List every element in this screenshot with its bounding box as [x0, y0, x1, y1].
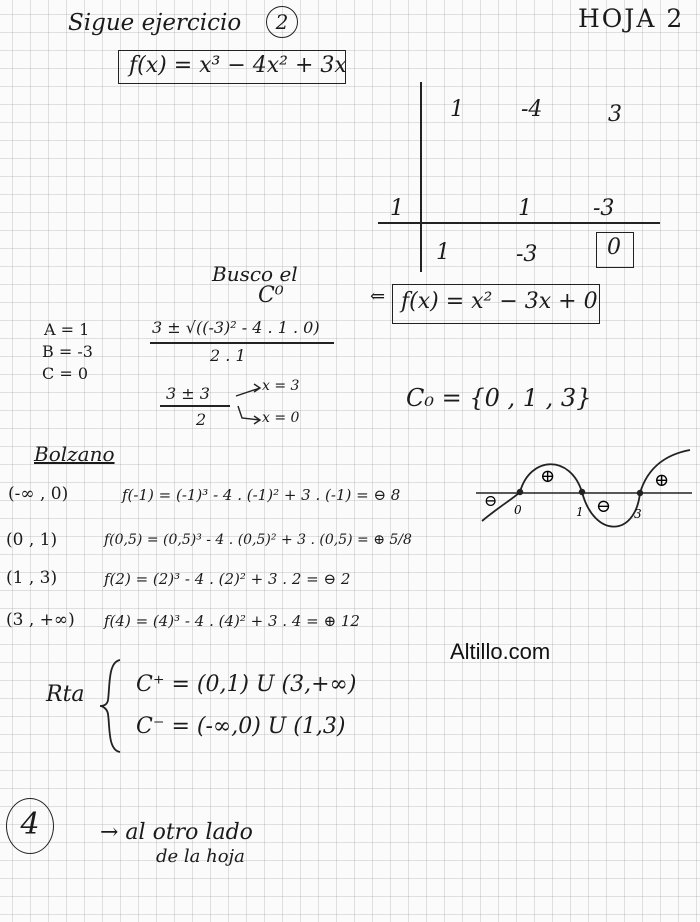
root-2: x = 0 [262, 410, 300, 426]
quadratic-function: f(x) = x² − 3x + 0 [401, 289, 598, 314]
sign-plus-right: ⊕ [654, 470, 670, 491]
header-title: Sigue ejercicio [68, 10, 242, 36]
quadratic-function-box [392, 284, 600, 324]
footer-number: 4 [20, 807, 40, 842]
watermark: Altillo.com [450, 639, 551, 664]
coef-c: C = 0 [42, 364, 88, 383]
coef-1: 1 [450, 97, 464, 122]
sheet-label: HOJA 2 [578, 4, 685, 33]
coef-a: A = 1 [44, 320, 90, 339]
quadratic-heading-2: C⁰ [258, 283, 284, 308]
zero-point [517, 489, 523, 495]
bolzano-title: Bolzano [34, 442, 115, 466]
formula-denominator: 2 . 1 [210, 346, 246, 365]
result-2: -3 [516, 242, 538, 267]
sketch-label: 0 [514, 503, 522, 517]
bolzano-interval: (0 , 1) [6, 530, 58, 550]
ruffini-table [378, 82, 668, 272]
answer-brace [96, 656, 126, 756]
sign-minus-left: ⊖ [484, 491, 498, 510]
bolzano-eval: f(0,5) = (0,5)³ - 4 . (0,5)² + 3 . (0,5) = ⊕ 5/8 [104, 532, 412, 548]
bolzano-interval: (1 , 3) [6, 568, 58, 588]
sketch-label: 1 [576, 505, 584, 519]
sign-plus-first: ⊕ [540, 466, 556, 487]
coef-2: -4 [521, 97, 543, 122]
step-bar [160, 405, 230, 407]
bolzano-eval: f(2) = (2)³ - 4 . (2)² + 3 . 2 = ⊖ 2 [104, 570, 351, 588]
quadratic-heading-1: Busco el [212, 262, 298, 286]
sign-sketch [470, 446, 700, 536]
ruffini-root: 1 [390, 196, 404, 221]
footer-number-circle [6, 798, 54, 854]
c-minus: C⁻ = (-∞,0) U (1,3) [136, 714, 346, 739]
zero-point [637, 490, 643, 496]
split-arrows [232, 378, 272, 428]
sign-minus-middle: ⊖ [596, 496, 612, 517]
c-plus: C⁺ = (0,1) U (3,+∞) [136, 672, 357, 697]
exercise-number-circle [266, 6, 298, 38]
function-box [118, 50, 346, 84]
zero-point [579, 489, 585, 495]
step-numerator: 3 ± 3 [166, 384, 210, 403]
product-2: -3 [593, 196, 615, 221]
result-3: 0 [607, 235, 621, 260]
exercise-number: 2 [275, 10, 289, 34]
ruffini-vertical-line [420, 82, 422, 272]
sketch-label: 3 [634, 507, 642, 521]
result-1: 1 [436, 240, 450, 265]
ruffini-horizontal-line [378, 222, 660, 224]
bolzano-interval: (3 , +∞) [6, 610, 75, 630]
bolzano-eval: f(4) = (4)³ - 4 . (4)² + 3 . 4 = ⊕ 12 [104, 612, 360, 630]
footer-note-1: → al otro lado [100, 820, 253, 845]
bolzano-eval: f(-1) = (-1)³ - 4 . (-1)² + 3 . (-1) = ⊖ 8 [122, 486, 401, 504]
c0-set: C₀ = {0 , 1 , 3} [406, 384, 592, 412]
formula-numerator: 3 ± √((-3)² - 4 . 1 . 0) [152, 318, 320, 337]
coef-b: B = -3 [42, 342, 93, 361]
product-1: 1 [518, 196, 532, 221]
coef-3: 3 [608, 102, 622, 127]
remainder-box [596, 232, 634, 268]
root-1: x = 3 [262, 378, 300, 394]
answer-label: Rta [46, 682, 85, 707]
footer-note-2: de la hoja [156, 846, 245, 867]
arrow-icon: ⇐ [370, 286, 386, 307]
step-denominator: 2 [196, 410, 207, 429]
bolzano-interval: (-∞ , 0) [8, 484, 69, 504]
function-text: f(x) = x³ − 4x² + 3x [129, 53, 347, 78]
formula-bar [150, 342, 334, 344]
